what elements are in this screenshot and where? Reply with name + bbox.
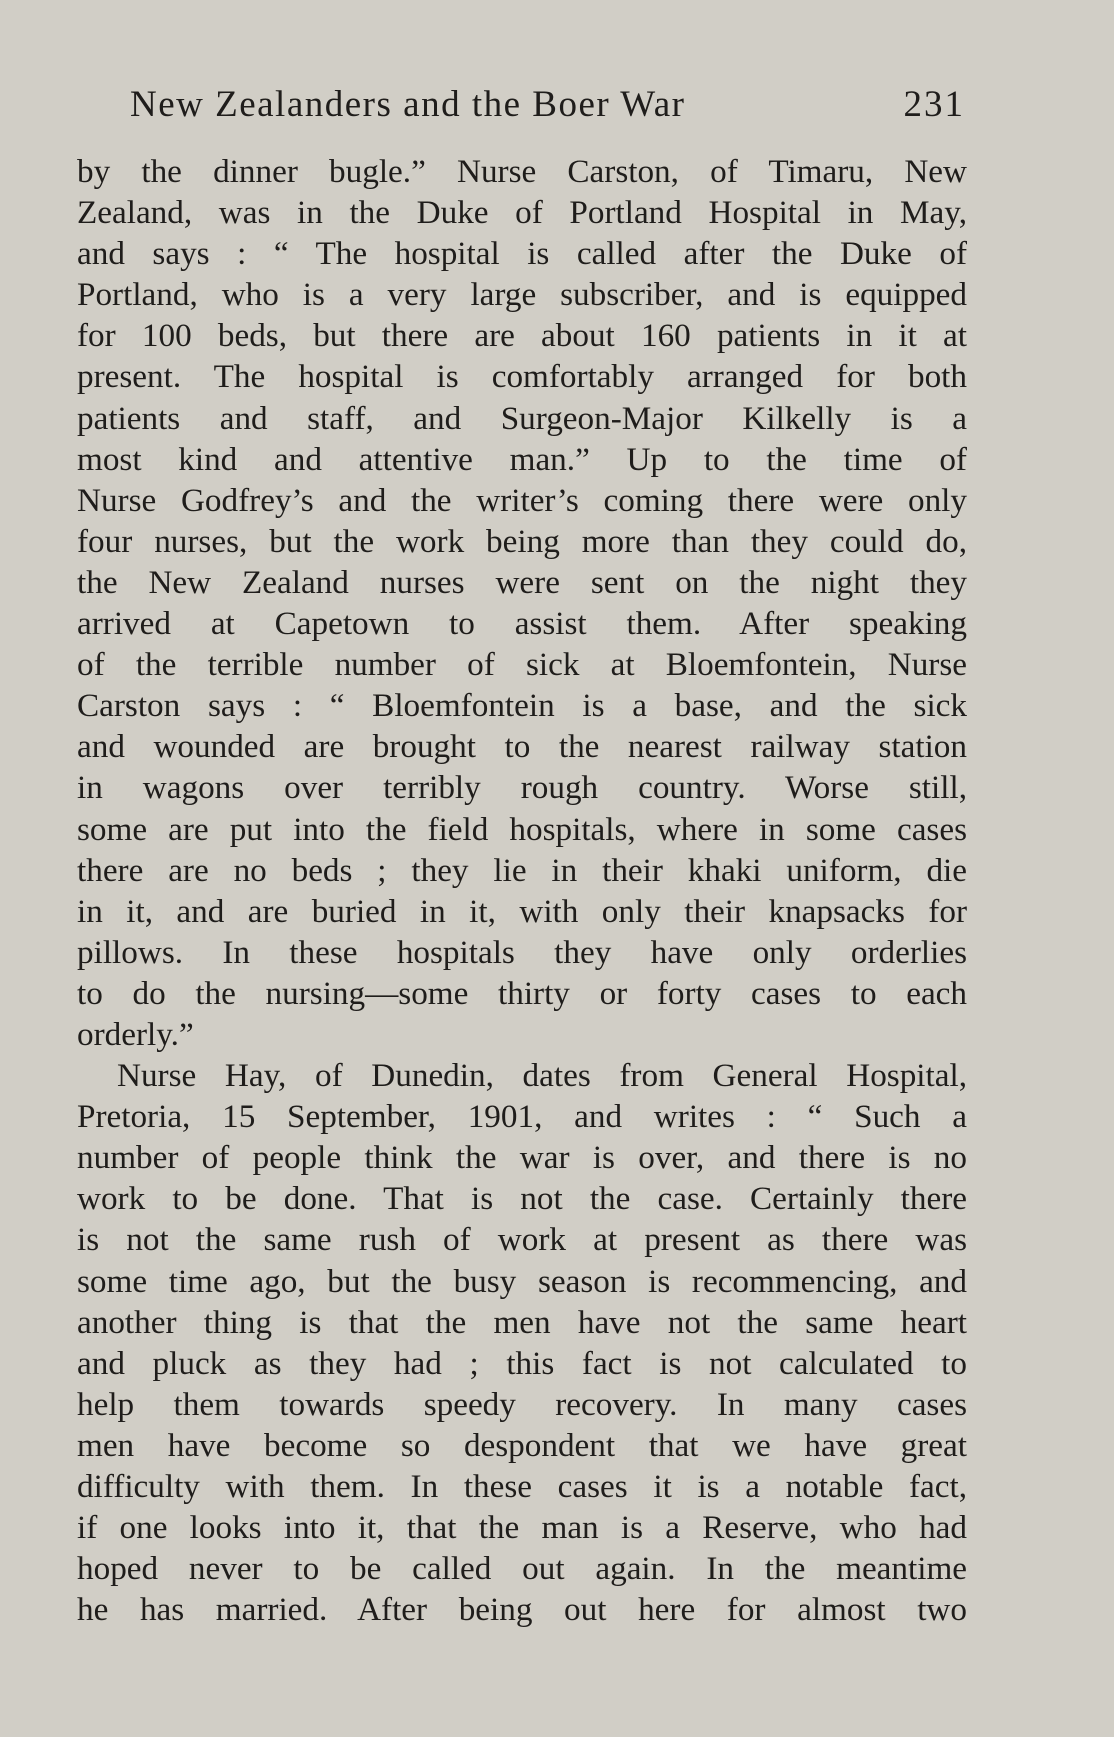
text-line: Zealand, was in the Duke of Portland Hospital in May,: [77, 194, 967, 232]
text-line: difficulty with them. In these cases it is a notable fact,: [77, 1468, 967, 1505]
text-line: another thing is that the men have not the same heart: [77, 1303, 967, 1341]
text-line: present. The hospital is comfortably arranged for both: [77, 358, 967, 396]
text-line: and says : “ The hospital is called after the Duke of: [77, 235, 967, 273]
text-line: work to be done. That is not the case. Certainly there: [77, 1180, 967, 1218]
text-line: Nurse Godfrey’s and the writer’s coming there were only: [77, 481, 967, 519]
text-line: arrived at Capetown to assist them. After speaking: [77, 605, 967, 643]
text-line: the New Zealand nurses were sent on the night they: [77, 563, 967, 601]
text-line: Portland, who is a very large subscriber, and is equipped: [77, 276, 967, 314]
page-number: 231: [903, 84, 965, 125]
text-line: and wounded are brought to the nearest railway station: [77, 728, 967, 766]
text-line: patients and staff, and Surgeon-Major Kilkelly is a: [77, 399, 967, 437]
text-line: is not the same rush of work at present as there was: [77, 1221, 967, 1259]
text-line: of the terrible number of sick at Bloemfontein, Nurse: [77, 646, 967, 684]
text-line: there are no beds ; they lie in their khaki uniform, die: [77, 851, 967, 889]
text-line: hoped never to be called out again. In the meantime: [77, 1550, 967, 1588]
text-line: he has married. After being out here for almost two: [77, 1591, 967, 1629]
text-line: number of people think the war is over, and there is no: [77, 1139, 967, 1177]
body-text: [77, 151, 967, 1630]
text-line: most kind and attentive man.” Up to the time of: [77, 440, 967, 478]
text-line: some time ago, but the busy season is recommencing, and: [77, 1262, 967, 1300]
text-line: help them towards speedy recovery. In many cases: [77, 1385, 967, 1423]
text-line: Pretoria, 15 September, 1901, and writes : “ Such a: [77, 1098, 967, 1136]
text-line: Carston says : “ Bloemfontein is a base, and the sick: [77, 687, 967, 725]
text-line: orderly.”: [77, 1015, 194, 1053]
text-line: in it, and are buried in it, with only their knapsacks for: [77, 892, 967, 930]
text-line: men have become so despondent that we have great: [77, 1426, 967, 1464]
text-line: some are put into the field hospitals, where in some cases: [77, 810, 967, 848]
text-line: Nurse Hay, of Dunedin, dates from General Hospital,: [117, 1057, 967, 1095]
text-line: and pluck as they had ; this fact is not calculated to: [77, 1344, 967, 1382]
text-line: for 100 beds, but there are about 160 patients in it at: [77, 317, 967, 355]
text-line: by the dinner bugle.” Nurse Carston, of Timaru, New: [77, 153, 967, 190]
text-line: to do the nursing—some thirty or forty cases to each: [77, 974, 967, 1012]
text-line: if one looks into it, that the man is a Reserve, who had: [77, 1509, 967, 1547]
running-head: [130, 83, 965, 135]
text-line: four nurses, but the work being more than they could do,: [77, 522, 967, 560]
running-title: New Zealanders and the Boer War: [130, 84, 686, 125]
text-line: pillows. In these hospitals they have only orderlies: [77, 933, 967, 971]
text-line: in wagons over terribly rough country. Worse still,: [77, 769, 967, 807]
